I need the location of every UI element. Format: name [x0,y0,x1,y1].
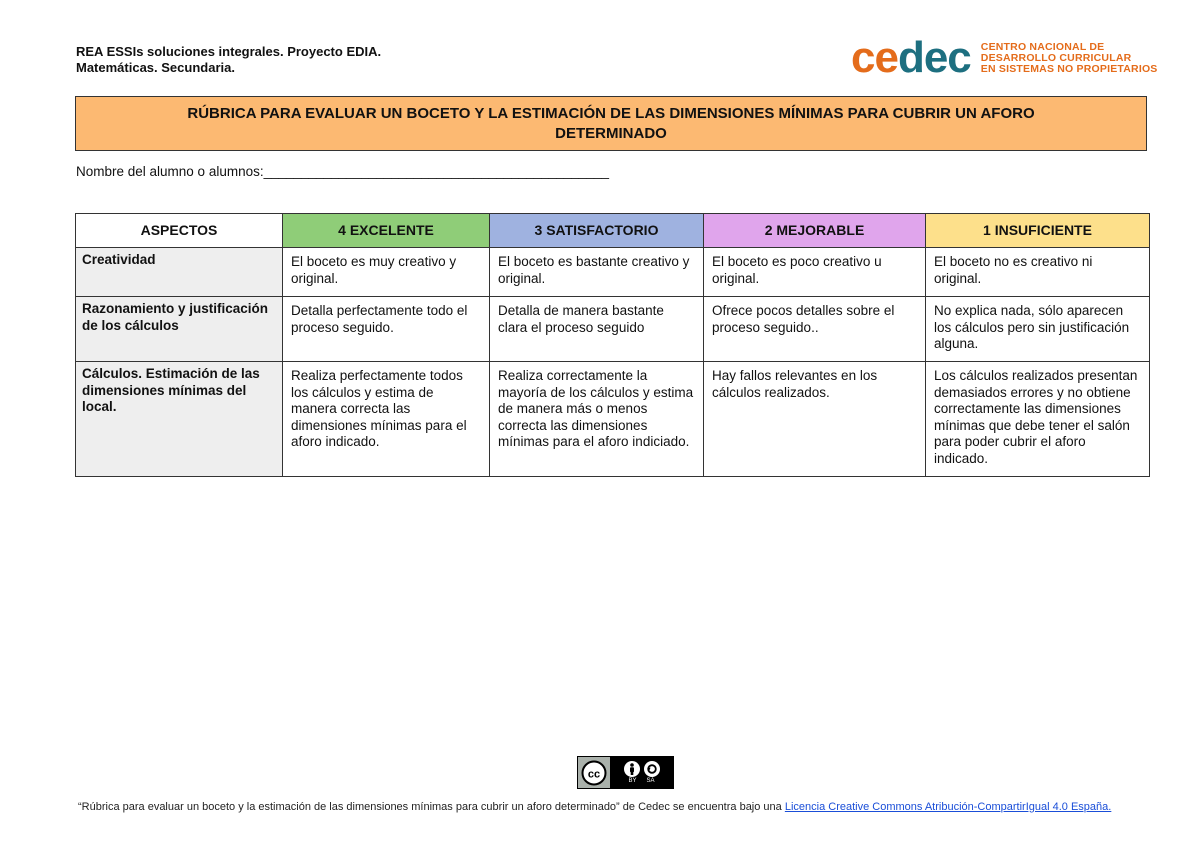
footer-text: “Rúbrica para evaluar un boceto y la estimación de las dimensiones mínimas para cubrir un aforo determinado” de Cedec se encuentra bajo una [78,801,785,813]
logo-wordmark [851,33,971,82]
rubric-title-line-1: RÚBRICA PARA EVALUAR UN BOCETO Y LA ESTIMACIÓN DE LAS DIMENSIONES MÍNIMAS PARA CUBRIR UN AFORO [187,104,1035,122]
logo-sub-line-3: EN SISTEMAS NO PROPIETARIOS [980,62,1158,75]
header-excelente: 4 EXCELENTE [283,214,490,248]
header-insuficiente: 1 INSUFICIENTE [926,214,1150,248]
cc-terms [610,757,673,788]
cc-text: cc [587,768,601,780]
aspect-razonamiento: Razonamiento y justificación de los cálculos [76,297,283,362]
table-cell: Ofrece pocos detalles sobre el proceso seguido.. [704,297,926,362]
cc-license-badge [577,756,674,789]
cedec-logo [851,33,1158,82]
table-cell: El boceto es bastante creativo y original. [490,248,704,297]
logo-word-part1: ce [851,33,898,82]
logo-sub-line-1: CENTRO NACIONAL DE [980,40,1105,53]
logo-sub-line-2: DESARROLLO CURRICULAR [980,51,1132,64]
header-line-2: Matemáticas. Secundaria. [76,60,235,75]
table-row [76,362,1150,477]
table-cell: Realiza correctamente la mayoría de los cálculos y estima de manera más o menos correcta las dimensiones mínimas para el aforo indiciado. [490,362,704,477]
rubric-title [75,96,1147,151]
logo-word-part2: dec [897,33,971,82]
aspect-creatividad: Creatividad [76,248,283,297]
cc-by-label: BY [628,777,637,784]
header-line-1: REA ESSIs soluciones integrales. Proyecto EDIA. [76,44,382,59]
rubric-table [75,213,1150,477]
cc-sa-label: SA [646,777,655,784]
table-row [76,297,1150,362]
share-alike-icon [644,761,660,777]
table-cell: Hay fallos relevantes en los cálculos realizados. [704,362,926,477]
cc-circle-icon [581,760,607,786]
table-cell: Realiza perfectamente todos los cálculos y estima de manera correcta las dimensiones mínimas para el aforo indicado. [283,362,490,477]
table-cell: Los cálculos realizados presentan demasiados errores y no obtiene correctamente las dimensiones mínimas que debe tener el salón para poder cubrir el aforo indicado. [926,362,1150,477]
cc-logo-icon [578,757,610,788]
header-aspectos: ASPECTOS [76,214,283,248]
aspect-calculos: Cálculos. Estimación de las dimensiones mínimas del local. [76,362,283,477]
table-cell: El boceto es poco creativo u original. [704,248,926,297]
student-name-line: Nombre del alumno o alumnos:______________________________________________ [76,164,609,179]
attribution-icon [624,761,640,777]
license-link[interactable]: Licencia Creative Commons Atribución-CompartirIgual 4.0 España. [784,801,1112,813]
header-mejorable: 2 MEJORABLE [704,214,926,248]
rubric-title-line-2: DETERMINADO [555,124,667,142]
table-cell: El boceto no es creativo ni original. [926,248,1150,297]
table-cell: El boceto es muy creativo y original. [283,248,490,297]
logo-subtitle [981,42,1158,75]
table-cell: Detalla perfectamente todo el proceso seguido. [283,297,490,362]
table-cell: No explica nada, sólo aparecen los cálculos pero sin justificación alguna. [926,297,1150,362]
table-row [76,248,1150,297]
header-satisfactorio: 3 SATISFACTORIO [490,214,704,248]
table-header-row [76,214,1150,248]
document-header [76,44,381,76]
table-cell: Detalla de manera bastante clara el proceso seguido [490,297,704,362]
license-footer [78,801,1111,813]
